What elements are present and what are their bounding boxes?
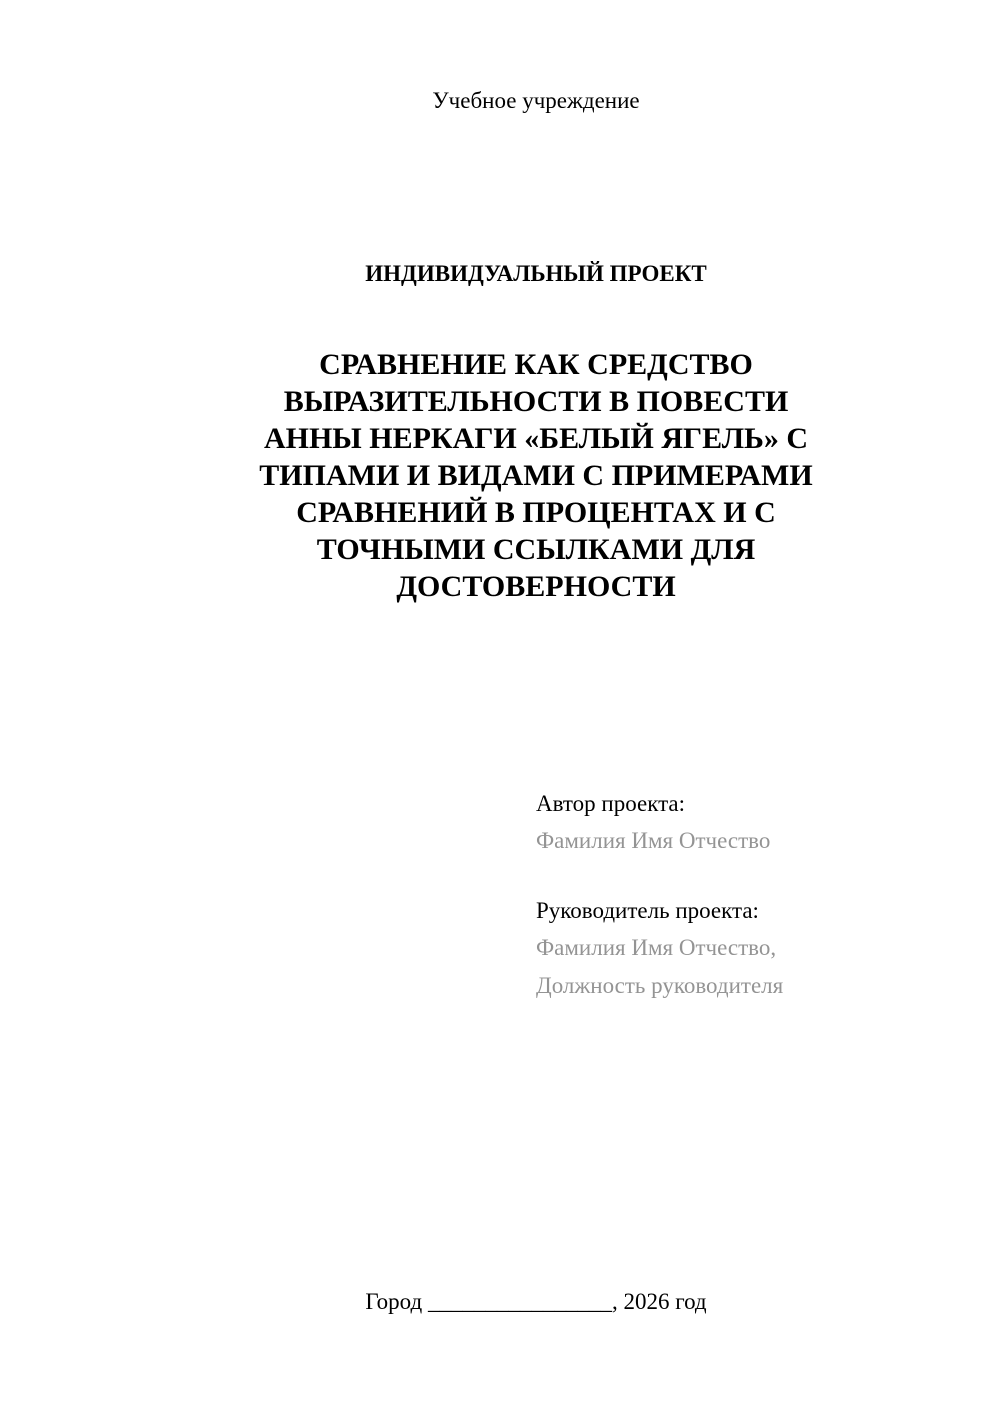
author-label: Автор проекта: (536, 791, 685, 816)
supervisor-position-placeholder: Должность руководителя (536, 973, 784, 998)
author-name-placeholder: Фамилия Имя Отчество (536, 828, 771, 853)
project-title-line: ТОЧНЫМИ ССЫЛКАМИ ДЛЯ (316, 533, 756, 566)
project-type-heading: ИНДИВИДУАЛЬНЫЙ ПРОЕКТ (365, 261, 707, 286)
project-title-line: СРАВНЕНИЕ КАК СРЕДСТВО (319, 348, 753, 381)
supervisor-label: Руководитель проекта: (536, 898, 759, 923)
supervisor-name-placeholder: Фамилия Имя Отчество, (536, 935, 777, 960)
project-title-line: СРАВНЕНИЙ В ПРОЦЕНТАХ И С (296, 496, 776, 529)
city-year-line: Город ________________, 2026 год (365, 1289, 707, 1314)
institution-name: Учебное учреждение (432, 88, 640, 113)
project-title-line: ВЫРАЗИТЕЛЬНОСТИ В ПОВЕСТИ (283, 385, 789, 418)
project-title-line: ТИПАМИ И ВИДАМИ С ПРИМЕРАМИ (259, 459, 813, 492)
project-title-line: ДОСТОВЕРНОСТИ (396, 570, 676, 603)
project-title-line: АННЫ НЕРКАГИ «БЕЛЫЙ ЯГЕЛЬ» С (263, 422, 809, 455)
project-title (143, 346, 929, 605)
